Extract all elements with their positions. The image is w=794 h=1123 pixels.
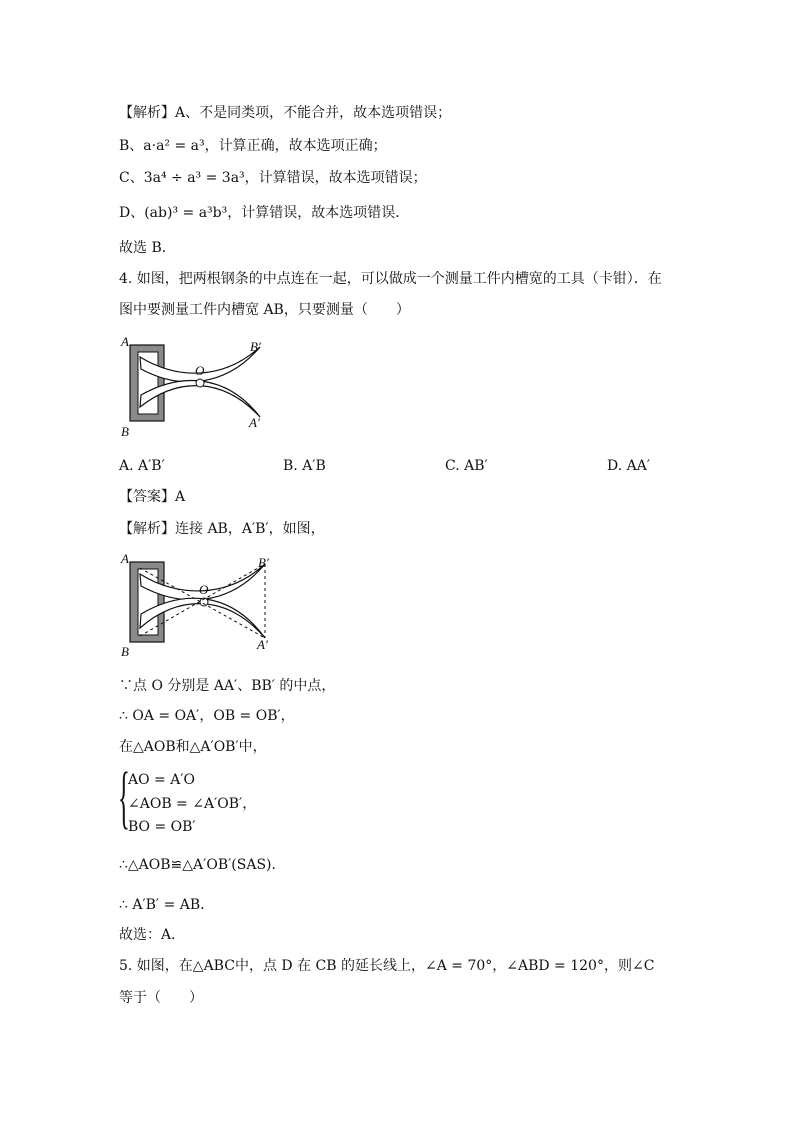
system-line-1: AO = A′O [128,772,195,788]
label-a: A [121,551,129,566]
analysis-line-a: 【解析】A、不是同类项，不能合并，故本选项错误； [119,105,452,121]
question4-text-line1: 4. 如图，把两根钢条的中点连在一起，可以做成一个测量工件内槽宽的工具（卡钳）．在 [119,271,662,287]
option-d[interactable]: D. AA′ [607,458,651,474]
label-a: A [121,334,129,349]
option-a[interactable]: A. A′B′ [119,458,165,474]
choose-b-line: 故选 B． [119,240,176,256]
caliper-figure-dashed [118,550,283,660]
question5-text-line1: 5. 如图，在△ABC中，点 D 在 CB 的延长线上，∠A = 70°，∠ABD = 120°，则∠C [119,958,655,974]
congruent-line: ∴△AOB≌△A′OB′(SAS)． [119,857,286,873]
answer-line: 【答案】A [119,489,186,505]
therefore-line-1: ∴ OA = OA′，OB = OB′， [119,708,295,724]
label-b: B [121,644,129,659]
analysis-intro: 【解析】连接 AB，A′B′，如图， [119,521,325,537]
label-o: O [199,582,209,597]
choose-a-line: 故选：A． [119,927,186,943]
option-b[interactable]: B. A′B [283,458,326,474]
label-o: O [195,363,205,378]
label-b: B [121,424,129,439]
question4-text-line2: 图中要测量工件内槽宽 AB，只要测量（ ） [119,302,410,318]
analysis-line-b: B、a·a² = a³，计算正确，故本选项正确； [119,138,387,154]
therefore-line-2: ∴ A′B′ = AB． [119,897,215,913]
system-line-3: BO = OB′ [128,819,196,835]
system-line-2: ∠AOB = ∠A′OB′， [128,796,257,812]
because-line: ∵点 O 分别是 AA′、BB′ 的中点， [119,678,336,694]
analysis-line-d: D、(ab)³ = a³b³，计算错误，故本选项错误． [119,205,410,221]
analysis-line-c: C、3a⁴ ÷ a³ = 3a³，计算错误，故本选项错误； [119,170,427,186]
label-a-prime: A′ [249,415,260,430]
in-triangles-line: 在△AOB和△A′OB′中， [119,739,267,755]
label-b-prime: B′ [258,555,269,570]
label-a-prime: A′ [257,637,268,652]
question5-text-line2: 等于（ ） [119,990,203,1006]
option-c[interactable]: C. AB′ [445,458,488,474]
label-b-prime: B′ [250,339,261,354]
system-brace: { [118,759,130,836]
caliper-figure [118,335,278,440]
